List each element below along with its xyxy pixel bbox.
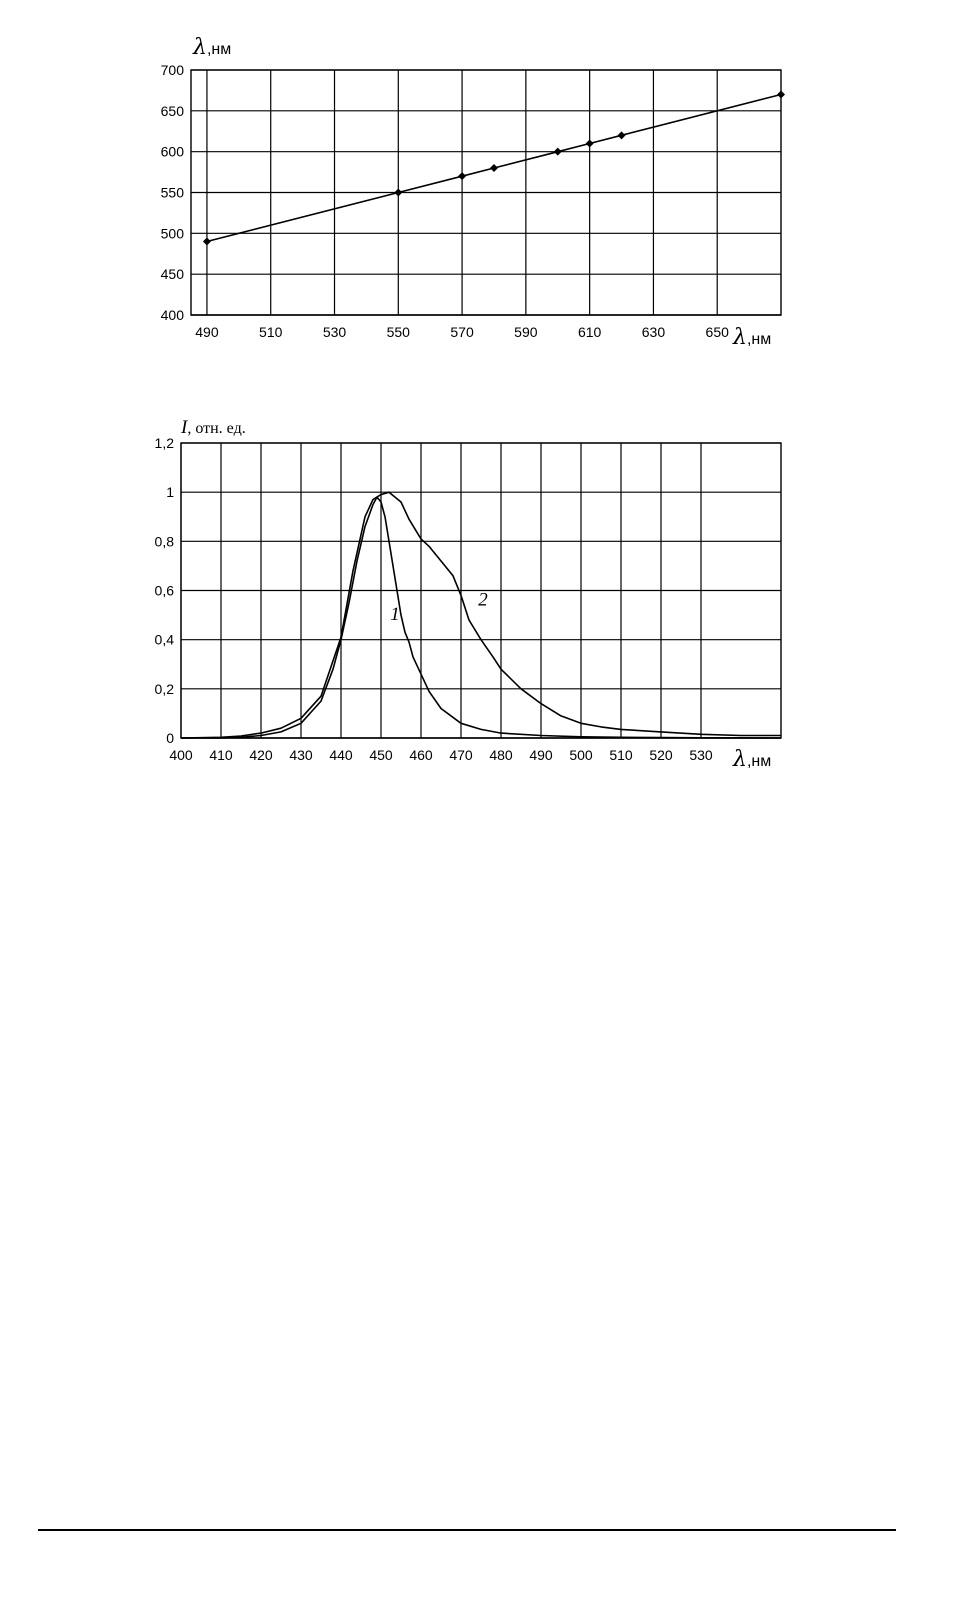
chart2-xtick-label: 480 xyxy=(489,747,513,763)
chart1-xtick-label: 630 xyxy=(641,324,666,340)
chart1-xtick-label: 610 xyxy=(577,324,602,340)
chart2-x-axis-label: λ,нм xyxy=(733,747,772,772)
chart1-xtick-label: 570 xyxy=(450,324,474,340)
chart2-xtick-label: 510 xyxy=(609,747,633,763)
chart1-data-point xyxy=(777,91,785,99)
chart1-xtick-label: 510 xyxy=(259,324,283,340)
chart1-xtick-label: 550 xyxy=(386,324,410,340)
chart1-data-point xyxy=(490,164,498,172)
chart1-ytick-label: 400 xyxy=(160,307,184,323)
chart2-ytick-label: 0,8 xyxy=(154,533,174,550)
chart1-xtick-label: 590 xyxy=(514,324,538,340)
chart2-xtick-label: 530 xyxy=(689,747,713,763)
chart1-data-point xyxy=(554,148,562,156)
chart2-y-axis-label: I, отн. ед. xyxy=(181,417,246,438)
chart1-data-point xyxy=(618,131,626,139)
chart2-xtick-label: 470 xyxy=(449,747,473,763)
chart2-series-line-1 xyxy=(181,497,781,738)
chart2-xtick-label: 490 xyxy=(529,747,553,763)
chart2-xtick-label: 450 xyxy=(369,747,393,763)
chart2-curve-label-2: 2 xyxy=(478,589,488,611)
chart1-data-point xyxy=(394,189,402,197)
chart1-ytick-label: 600 xyxy=(160,143,184,160)
chart1-data-point xyxy=(458,172,466,180)
chart1-ytick-label: 450 xyxy=(160,266,184,283)
chart2-ytick-label: 0 xyxy=(166,730,174,746)
chart2-xtick-label: 400 xyxy=(169,747,193,763)
chart2-curve-label-1: 1 xyxy=(390,604,400,625)
chart2-xtick-label: 430 xyxy=(289,747,313,763)
chart2-xtick-label: 500 xyxy=(569,747,593,763)
chart1-xtick-label: 530 xyxy=(322,324,347,340)
footer-rule xyxy=(38,1529,896,1531)
chart2-xtick-label: 420 xyxy=(249,747,273,763)
chart1-xtick-label: 650 xyxy=(705,324,729,340)
chart2-ytick-label: 1,2 xyxy=(154,435,174,451)
chart1-ytick-label: 700 xyxy=(160,62,184,78)
chart1-ytick-label: 550 xyxy=(160,184,184,201)
chart2-xtick-label: 520 xyxy=(649,747,673,763)
chart1-data-point xyxy=(586,140,594,148)
chart2-xtick-label: 460 xyxy=(409,747,433,763)
chart2-ytick-label: 0,2 xyxy=(154,680,174,697)
chart1-xtick-label: 490 xyxy=(195,324,219,340)
chart2-ytick-label: 0,6 xyxy=(154,582,174,599)
chart2-ytick-label: 1 xyxy=(166,484,174,501)
chart1-data-point xyxy=(203,238,211,246)
chart2-xtick-label: 440 xyxy=(329,747,353,763)
chart1-y-axis-label: λ,нм xyxy=(193,35,232,60)
chart1-ytick-label: 500 xyxy=(160,225,184,242)
chart-wavelength-calibration xyxy=(161,35,785,350)
chart2-xtick-label: 410 xyxy=(209,747,233,763)
chart-emission-spectra xyxy=(155,417,781,772)
chart1-ytick-label: 650 xyxy=(160,102,184,119)
chart2-ytick-label: 0,4 xyxy=(154,631,174,648)
chart2-series-line-2 xyxy=(181,492,781,738)
chart1-x-axis-label: λ,нм xyxy=(733,325,772,350)
